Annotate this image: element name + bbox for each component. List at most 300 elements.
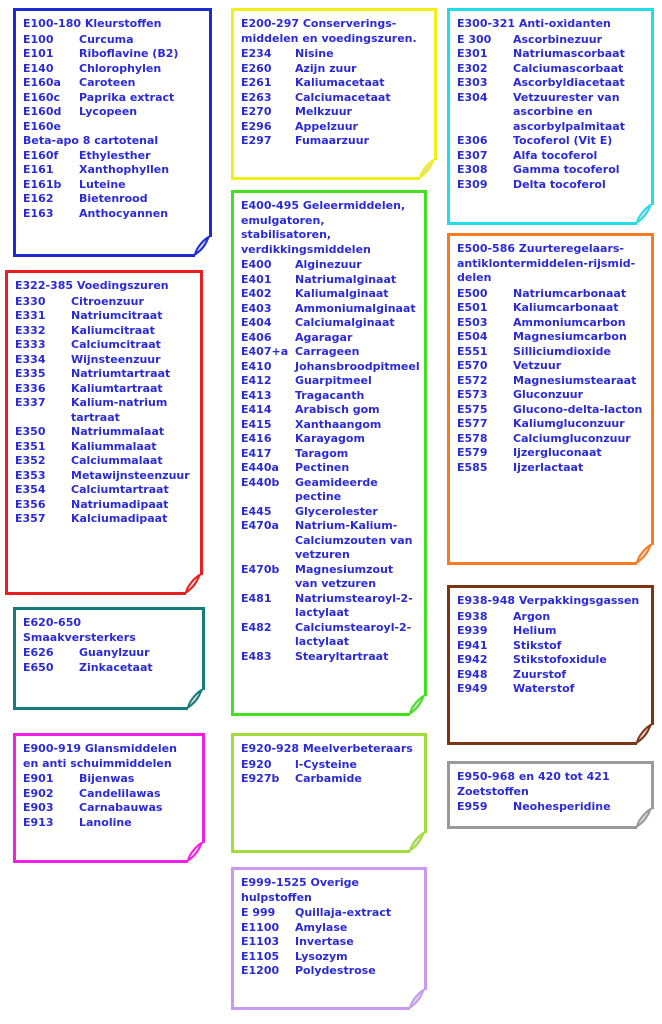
- additive-name: Glycerolester: [295, 504, 378, 518]
- additive-row: [457, 403, 645, 418]
- e-number-code: E336: [15, 381, 46, 395]
- e-number-code: E101: [23, 47, 54, 60]
- e-number-code: E481: [241, 591, 272, 605]
- additive-row: [15, 512, 194, 527]
- additive-name: Taragom: [295, 446, 349, 460]
- card-title: E500-586 Zuurteregelaars-antiklontermiddelen-rijsmid-delen: [457, 242, 636, 284]
- additive-name: l-Cysteine: [295, 757, 357, 771]
- additive-name: Quillaja-extract: [295, 906, 392, 919]
- e-number-code: E501: [457, 301, 488, 314]
- additive-row: [241, 62, 428, 77]
- e-number-code: E570: [457, 359, 488, 372]
- page-curl-icon: [171, 833, 205, 863]
- e-number-code: E303: [457, 76, 488, 89]
- e-number-code: E445: [241, 504, 272, 518]
- additive-row: [23, 163, 203, 178]
- e-number-code: E470b: [241, 562, 280, 576]
- additive-name: Gamma tocoferol: [513, 163, 620, 176]
- additive-name: Magnesiumcarbon: [513, 330, 627, 343]
- additive-name: Calciumtartraat: [71, 483, 169, 496]
- e-number-code: E413: [241, 388, 272, 402]
- additive-row: [241, 592, 418, 621]
- additive-name: Luteine: [79, 177, 126, 191]
- e-number-code: E308: [457, 163, 488, 176]
- additive-name: Calciumalginaat: [295, 316, 395, 329]
- e-number-code: E410: [241, 359, 272, 373]
- additive-row: [241, 921, 418, 936]
- page-curl-icon: [403, 150, 437, 180]
- e-number-code: E412: [241, 374, 272, 387]
- additive-name: Curcuma: [79, 32, 134, 46]
- additive-name: Kaliumacetaat: [295, 76, 385, 89]
- additive-name: Bijenwas: [79, 772, 135, 785]
- e-number-code: E500: [457, 286, 488, 300]
- additive-row: [23, 149, 203, 164]
- additive-row: [457, 178, 645, 193]
- additive-row: [241, 906, 418, 921]
- additive-row: [457, 446, 645, 461]
- additive-row: [15, 498, 194, 513]
- additive-row: [457, 287, 645, 302]
- additive-row: [457, 461, 645, 476]
- additive-name: Tragacanth: [295, 388, 365, 402]
- additive-row: [241, 91, 428, 106]
- e-number-code: E927b: [241, 772, 280, 785]
- additive-row: [15, 440, 194, 455]
- e-number-code: E578: [457, 431, 488, 445]
- e-number-code: E351: [15, 439, 46, 453]
- e-number-code: E440b: [241, 475, 280, 489]
- e-number-code: E482: [241, 620, 272, 634]
- e-number-code: E406: [241, 330, 272, 344]
- e-number-code: E 300: [457, 32, 492, 46]
- additive-row: [457, 345, 645, 360]
- additive-row: [15, 396, 194, 425]
- card-overige-hulpstoffen: [231, 867, 427, 1010]
- e-number-code: E332: [15, 323, 46, 337]
- card-title: E938-948 Verpakkingsgassen: [457, 594, 640, 607]
- additive-name: Vetzuurester van ascorbine en ascorbylpalmitaat: [513, 90, 625, 133]
- e-number-code: E577: [457, 417, 488, 430]
- additive-name: Carrageen: [295, 345, 360, 358]
- e-number-code: E551: [457, 344, 488, 358]
- additive-name: Vetzuur: [513, 359, 562, 372]
- additive-name: Paprika extract: [79, 90, 175, 104]
- page-curl-icon: [620, 535, 654, 565]
- card-title: E620-650 Smaakversterkers: [23, 616, 136, 644]
- additive-name: Argon: [513, 609, 551, 623]
- additive-name: Lycopeen: [79, 105, 138, 118]
- e-number-code: E234: [241, 47, 272, 60]
- card-kleurstoffen: [13, 8, 212, 257]
- additive-row: [23, 120, 203, 149]
- card-title: E400-495 Geleermiddelen, emulgatoren, stabilisatoren, verdikkingsmiddelen: [241, 199, 406, 256]
- additive-name: Alginezuur: [295, 258, 362, 271]
- additive-row: [457, 33, 645, 48]
- additive-row: [241, 432, 418, 447]
- additive-name: Kaliumcitraat: [71, 323, 155, 337]
- e-number-code: E162: [23, 192, 54, 205]
- page-curl-icon: [620, 715, 654, 745]
- e-number-code: E403: [241, 301, 272, 315]
- additive-name: Kaliumgluconzuur: [513, 417, 625, 430]
- card-title: E100-180 Kleurstoffen: [23, 17, 162, 30]
- e-number-code: E330: [15, 294, 46, 308]
- additive-name: Metawijnsteenzuur: [71, 468, 190, 482]
- e-number-code: E572: [457, 373, 488, 387]
- additive-name: Guarpitmeel: [295, 374, 372, 387]
- e-number-code: E260: [241, 61, 272, 75]
- additive-name: Natriumstearoyl-2-lactylaat: [295, 591, 413, 619]
- e-number-code: E357: [15, 512, 46, 525]
- page-curl-icon: [171, 680, 205, 710]
- e-number-code: E402: [241, 287, 272, 300]
- e-number-code: E297: [241, 134, 272, 147]
- e-number-code: E161b: [23, 177, 62, 191]
- additive-row: [15, 469, 194, 484]
- additive-name: Fumaarzuur: [295, 134, 370, 147]
- additive-row: [241, 105, 428, 120]
- card-zoetstoffen: [447, 761, 654, 829]
- e-number-code: E503: [457, 315, 488, 329]
- e-number-code: E417: [241, 446, 272, 460]
- additive-row: [15, 483, 194, 498]
- page-curl-icon: [393, 686, 427, 716]
- e-number-code: E939: [457, 624, 488, 637]
- additive-row: [15, 367, 194, 382]
- e-number-code: E306: [457, 134, 488, 147]
- additive-row: [23, 192, 203, 207]
- e-number-code: E575: [457, 402, 488, 416]
- additive-row: [241, 758, 418, 773]
- e-number-code: E585: [457, 460, 488, 474]
- additive-row: [457, 374, 645, 389]
- e-number-code: E1103: [241, 935, 280, 948]
- e-number-code: E350: [15, 425, 46, 438]
- additive-name: Ascorbyldiacetaat: [513, 76, 625, 89]
- additive-name: Kaliumalginaat: [295, 287, 389, 300]
- additive-row: [457, 149, 645, 164]
- additive-name: Ijzerlactaat: [513, 460, 584, 474]
- additive-name: Glucono-delta-lacton: [513, 402, 643, 416]
- additive-row: [23, 801, 196, 816]
- additive-row: [23, 661, 196, 676]
- additive-name: Calciumcitraat: [71, 338, 161, 351]
- additive-name: Melkzuur: [295, 105, 352, 118]
- additive-row: [457, 610, 645, 625]
- additive-name: Natriumcitraat: [71, 309, 163, 322]
- e-number-code: E949: [457, 682, 488, 695]
- additive-name: Arabisch gom: [295, 403, 380, 416]
- additive-name: Johansbroodpitmeel: [295, 359, 420, 373]
- e-number-code: E959: [457, 800, 488, 813]
- e-number-code: E337: [15, 396, 46, 409]
- additive-name: Stikstofoxidule: [513, 653, 607, 666]
- additive-name: Zuurstof: [513, 667, 567, 681]
- e-number-code: E902: [23, 786, 54, 800]
- e-number-code: E903: [23, 801, 54, 814]
- additive-row: [241, 331, 418, 346]
- e-number-code: E353: [15, 468, 46, 482]
- additive-name: Citroenzuur: [71, 294, 144, 308]
- card-title: E999-1525 Overige hulpstoffen: [241, 876, 359, 904]
- e-number-code: E304: [457, 90, 488, 104]
- additive-row: [241, 134, 428, 149]
- e-number-code: E1200: [241, 964, 280, 977]
- e-number-code: E270: [241, 105, 272, 118]
- additive-row: [457, 163, 645, 178]
- additive-name: Natrium-Kalium-Calciumzouten van vetzuren: [295, 519, 413, 561]
- additive-name: Kalciumadipaat: [71, 512, 168, 525]
- card-title: E300-321 Anti-oxidanten: [457, 17, 611, 30]
- additive-name: Natriumcarbonaat: [513, 286, 627, 300]
- additive-name: Ethylesther: [79, 148, 151, 162]
- additive-row: [23, 207, 203, 222]
- additive-name: Calciumgluconzuur: [513, 431, 631, 445]
- additive-row: [241, 47, 428, 62]
- additive-name: Calciumascorbaat: [513, 61, 624, 75]
- e-number-code: E407+a: [241, 345, 289, 358]
- card-geleermiddelen: [231, 190, 427, 716]
- additive-row: [457, 800, 645, 815]
- additive-row: [241, 621, 418, 650]
- additive-row: [457, 668, 645, 683]
- additive-row: [241, 563, 418, 592]
- page-curl-icon: [393, 823, 427, 853]
- additive-row: [241, 345, 418, 360]
- e-number-code: E160e: [23, 119, 61, 133]
- e-number-code: E161: [23, 163, 54, 176]
- additive-row: [241, 360, 418, 375]
- card-meelverbeteraars: [231, 733, 427, 853]
- additive-row: [23, 62, 203, 77]
- e-number-code: E354: [15, 483, 46, 496]
- e-number-code: E400: [241, 258, 272, 271]
- additive-name: Helium: [513, 624, 557, 637]
- page-curl-icon: [178, 227, 212, 257]
- e-number-code: E942: [457, 653, 488, 666]
- additive-row: [457, 76, 645, 91]
- additive-name: Ascorbinezuur: [513, 32, 602, 46]
- additive-name: Carnabauwas: [79, 801, 163, 814]
- page-curl-icon: [169, 565, 203, 595]
- additive-row: [241, 964, 418, 979]
- additive-name: Lysozym: [295, 949, 348, 963]
- e-number-code: E938: [457, 609, 488, 623]
- e-number-code: E302: [457, 61, 488, 75]
- additive-name: Natriumascorbaat: [513, 47, 625, 60]
- additive-row: [15, 309, 194, 324]
- additive-row: [23, 47, 203, 62]
- e-number-code: E626: [23, 646, 54, 659]
- e-number-code: E920: [241, 757, 272, 771]
- e-number-code: E100: [23, 32, 54, 46]
- additive-row: [457, 682, 645, 697]
- additive-name: Lanoline: [79, 815, 132, 829]
- additive-row: [457, 359, 645, 374]
- additive-row: [15, 353, 194, 368]
- additive-row: [241, 447, 418, 462]
- additive-name: Chlorophylen: [79, 61, 162, 75]
- additive-name: Magnesiumzout van vetzuren: [295, 562, 394, 590]
- additive-row: [23, 76, 203, 91]
- additive-row: [241, 772, 418, 787]
- additive-row: [23, 787, 196, 802]
- additive-name: Neohesperidine: [513, 800, 611, 813]
- additive-row: [457, 432, 645, 447]
- additive-name: Riboflavine (B2): [79, 47, 179, 60]
- e-number-code: E296: [241, 119, 272, 133]
- additive-row: [241, 76, 428, 91]
- additive-row: [457, 47, 645, 62]
- additive-row: [15, 454, 194, 469]
- page-curl-icon: [620, 195, 654, 225]
- e-number-code: E140: [23, 61, 54, 75]
- page-curl-icon: [393, 980, 427, 1010]
- card-title: E950-968 en 420 tot 421 Zoetstoffen: [457, 770, 610, 798]
- additive-name: Amylase: [295, 920, 348, 934]
- card-verpakkingsgassen: [447, 585, 654, 745]
- additive-name: Calciummalaat: [71, 454, 163, 467]
- e-number-code: E307: [457, 148, 488, 162]
- additive-row: [241, 273, 418, 288]
- e-number-code: E414: [241, 403, 272, 416]
- additive-row: [15, 324, 194, 339]
- additive-row: [15, 295, 194, 310]
- e-number-code: E333: [15, 338, 46, 351]
- e-number-code: E416: [241, 432, 272, 445]
- additive-name: Calciumacetaat: [295, 90, 391, 104]
- additive-row: [23, 772, 196, 787]
- additive-row: [241, 418, 418, 433]
- additive-name: Tocoferol (Vit E): [513, 134, 613, 147]
- additive-row: [23, 105, 203, 120]
- card-title: E900-919 Glansmiddelen en anti schuimmiddelen: [23, 742, 177, 770]
- additive-name: Polydestrose: [295, 964, 376, 977]
- additive-name: Waterstof: [513, 682, 575, 695]
- additive-row: [23, 646, 196, 661]
- additive-row: [241, 950, 418, 965]
- card-voedingszuren: [5, 270, 203, 595]
- e-number-code: E440a: [241, 461, 279, 474]
- additive-name: Natriumtartraat: [71, 367, 171, 380]
- e-number-code: E1105: [241, 949, 280, 963]
- additive-row: [457, 134, 645, 149]
- card-smaakversterkers: [13, 607, 205, 710]
- e-number-code: E261: [241, 76, 272, 89]
- additive-name: Ammoniumalginaat: [295, 301, 416, 315]
- additive-name: Beta-apo 8 cartotenal: [23, 134, 159, 147]
- e-number-code: E335: [15, 367, 46, 380]
- e-number-code: E309: [457, 177, 488, 191]
- e-number-code: E415: [241, 417, 272, 431]
- e-number-code: E160c: [23, 90, 60, 104]
- additive-name: Delta tocoferol: [513, 177, 606, 191]
- additive-name: Kaliumcarbonaat: [513, 301, 619, 314]
- additive-row: [241, 287, 418, 302]
- e-number-code: E352: [15, 454, 46, 467]
- e-number-code: E263: [241, 90, 272, 104]
- additive-row: [241, 302, 418, 317]
- card-title: E322-385 Voedingszuren: [15, 279, 169, 292]
- additive-name: Stikstof: [513, 638, 562, 652]
- additive-name: Carbamide: [295, 772, 362, 785]
- e-number-code: E404: [241, 316, 272, 329]
- card-zuurteregelaars: [447, 233, 654, 565]
- e-number-code: E401: [241, 272, 272, 286]
- additive-name: Ammoniumcarbon: [513, 315, 626, 329]
- e-number-code: E160a: [23, 76, 61, 89]
- additive-row: [23, 178, 203, 193]
- e-number-code: E163: [23, 206, 54, 220]
- card-anti-oxidanten: [447, 8, 654, 225]
- e-number-code: E948: [457, 667, 488, 681]
- additive-row: [457, 316, 645, 331]
- additive-name: Geamideerde pectine: [295, 475, 378, 503]
- additive-name: Natriumalginaat: [295, 272, 397, 286]
- additive-name: Xanthaangom: [295, 417, 382, 431]
- additive-row: [241, 519, 418, 563]
- additive-row: [15, 338, 194, 353]
- e-number-code: E579: [457, 446, 488, 459]
- additive-name: Invertase: [295, 935, 354, 948]
- additive-row: [241, 316, 418, 331]
- additive-row: [241, 403, 418, 418]
- additive-row: [241, 476, 418, 505]
- additive-row: [15, 382, 194, 397]
- e-number-code: E301: [457, 47, 488, 60]
- additive-row: [241, 389, 418, 404]
- additive-name: Zinkacetaat: [79, 660, 153, 674]
- additive-name: Kaliumtartraat: [71, 381, 163, 395]
- e-number-code: E334: [15, 352, 46, 366]
- additive-name: Caroteen: [79, 76, 136, 89]
- additive-name: Natriummalaat: [71, 425, 165, 438]
- card-title: E200-297 Conserverings-middelen en voedingszuren.: [241, 17, 417, 45]
- additive-name: Magnesiumstearaat: [513, 373, 637, 387]
- e-number-code: E504: [457, 330, 488, 343]
- e-number-code: E483: [241, 649, 272, 663]
- additive-name: Guanylzuur: [79, 646, 150, 659]
- card-title: E920-928 Meelverbeteraars: [241, 742, 413, 755]
- e-number-code: E901: [23, 772, 54, 785]
- additive-name: Alfa tocoferol: [513, 148, 598, 162]
- additive-name: Bietenrood: [79, 192, 148, 205]
- additive-name: Wijnsteenzuur: [71, 352, 161, 366]
- additive-name: Natriumadipaat: [71, 497, 169, 511]
- e-number-code: E470a: [241, 519, 279, 532]
- additive-row: [241, 505, 418, 520]
- additive-row: [241, 461, 418, 476]
- additive-name: Azijn zuur: [295, 61, 357, 75]
- additive-name: Karayagom: [295, 432, 365, 445]
- additive-name: Kalium-natrium tartraat: [71, 396, 168, 424]
- e-number-code: E941: [457, 638, 488, 652]
- additive-row: [457, 301, 645, 316]
- additive-name: Agaragar: [295, 330, 353, 344]
- additive-name: Pectinen: [295, 461, 350, 474]
- e-number-code: E356: [15, 497, 46, 511]
- additive-row: [241, 258, 418, 273]
- additive-row: [457, 330, 645, 345]
- card-conserveringsmiddelen: [231, 8, 437, 180]
- additive-name: Stearyltartraat: [295, 649, 389, 663]
- e-number-code: E650: [23, 660, 54, 674]
- additive-row: [241, 374, 418, 389]
- additive-row: [23, 91, 203, 106]
- additive-row: [457, 653, 645, 668]
- additive-row: [241, 935, 418, 950]
